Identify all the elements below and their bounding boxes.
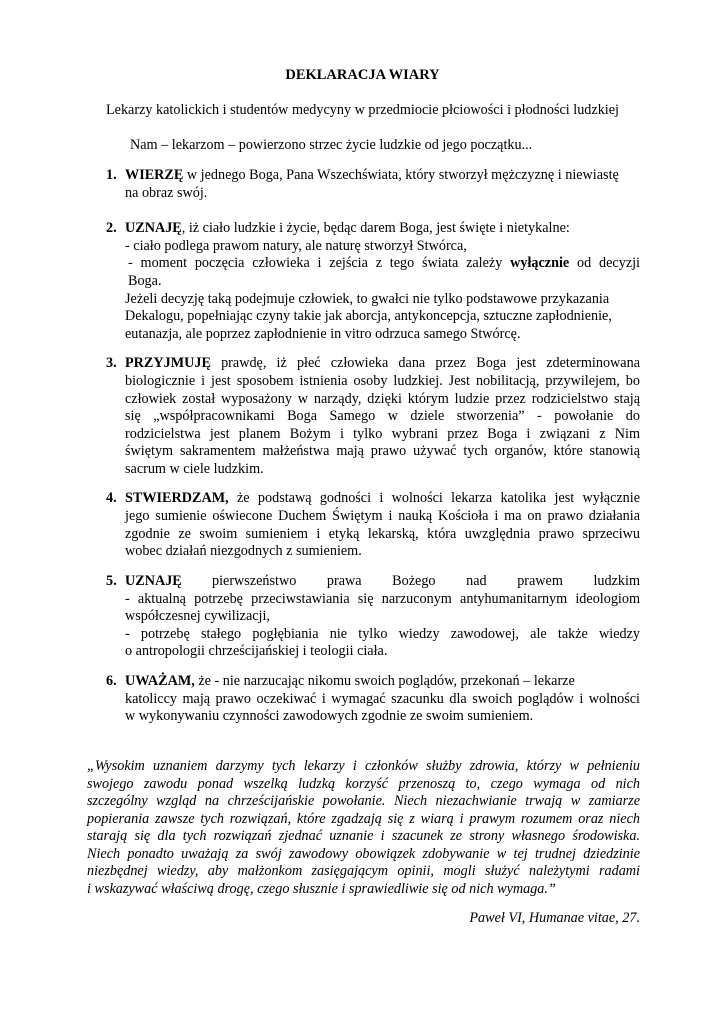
quote-line-7: niezbędnej wiedzy, aby małżonkom zasięgającym opinii, mogli służyć należytymi radami [87, 863, 640, 879]
point-3-number: 3. [106, 355, 117, 371]
point-6-keyword: UWAŻAM, [125, 673, 195, 689]
point-5-line-2: - aktualną potrzebę przeciwstawiania się narzuconym antyhumanitarnym ideologiom [125, 591, 640, 607]
point-4-number: 4. [106, 490, 117, 506]
point-2-line-1: UZNAJĘ, iż ciało ludzkie i życie, będąc darem Boga, jest święte i nietykalne: [125, 220, 570, 236]
point-5-line-3: współczesnej cywilizacji, [125, 608, 270, 624]
point-1-keyword: WIERZĘ [125, 167, 184, 183]
point-2-line-5: Jeżeli decyzję taką podejmuje człowiek, to gwałci nie tylko podstawowe przykazania [125, 291, 610, 307]
point-5-line-5: o antropologii chrześcijańskiej i teologii ciała. [125, 643, 388, 659]
point-2-line-6: Dekalogu, popełniając czyny takie jak aborcja, antykoncepcja, sztuczne zapłodnienie, [125, 308, 612, 324]
quote-line-5: starają się dla tych rozwiązań zjednać uznanie i szacunek ze strony własnego środowiska. [87, 828, 640, 844]
point-5-number: 5. [106, 573, 117, 589]
quote-line-8: i wskazywać właściwą drogę, czego słusznie i sprawiedliwie się od nich wymaga.” [87, 881, 556, 897]
point-1-line-1: WIERZĘ w jednego Boga, Pana Wszechświata, który stworzył mężczyznę i niewiastę [125, 167, 619, 183]
quote-line-2: swojego zawodu ponad wszelką ludzką korzyść przenoszą to, czego wymaga od nich [87, 776, 640, 792]
point-6-line-2: katoliccy mają prawo oczekiwać i wymagać szacunku dla swoich poglądów i wolności [125, 691, 640, 707]
quote-line-4: popierania zawsze tych rozwiązań, które zgadzają się z wiarą i prawym rozumem oraz niech [87, 811, 640, 827]
point-2-keyword: UZNAJĘ [125, 220, 182, 236]
point-1-number: 1. [106, 167, 117, 183]
intro-line: Nam – lekarzom – powierzono strzec życie ludzkie od jego początku... [130, 137, 533, 153]
point-3-line-7: sacrum w ciele ludzkim. [125, 461, 264, 477]
point-6-number: 6. [106, 673, 117, 689]
point-5-line-1: pierwszeństwo prawa Bożego nad prawem ludzkim [212, 573, 640, 589]
quote-line-6: Niech ponadto uważają za swój zawodowy obowiązek zdobywanie w tej trudnej dziedzinie [87, 846, 640, 862]
point-3-line-3: człowiek został wyposażony w narządy, dzięki którym ludzie przez rodzicielstwo stają [125, 391, 640, 407]
point-6-line-3: w wykonywaniu czynności zawodowych zgodnie ze swoim sumieniem. [125, 708, 534, 724]
quote-attribution: Paweł VI, Humanae vitae, 27. [469, 910, 640, 926]
point-2-line-2: - ciało podlega prawom natury, ale naturę stworzył Stwórca, [125, 238, 467, 254]
point-3-keyword: PRZYJMUJĘ [125, 355, 211, 371]
point-3-line-5: rodzicielstwa jest planem Bożym i tylko wybrani przez Boga i związani z Nim [125, 426, 640, 442]
point-4-line-3: zgodnie ze swoim sumieniem i etyką lekarską, która uwzględnia prawo sprzeciwu [125, 526, 640, 542]
point-3-line-2: biologicznie i jest sposobem istnienia osoby ludzkiej. Jest nobilitacją, przywilejem, bo [125, 373, 640, 389]
point-4-keyword: STWIERDZAM, [125, 490, 229, 506]
point-5-keyword: UZNAJĘ [125, 573, 182, 589]
quote-line-3: szczególny wzgląd na chrześcijańskie powołanie. Niech niezachwianie trwają w zamiarze [87, 793, 640, 809]
point-5-line-4: - potrzebę stałego pogłębiania nie tylko wiedzy zawodowej, ale także wiedzy [125, 626, 640, 642]
point-2-line-7: eutanazja, ale poprzez zapłodnienie in vitro odrzuca samego Stwórcę. [125, 326, 521, 342]
point-4-line-2: jego sumienie oświecone Duchem Świętym i nauką Kościoła i ma on prawo działania [125, 508, 640, 524]
point-1-line-2: na obraz swój. [125, 185, 208, 201]
document-subtitle: Lekarzy katolickich i studentów medycyny w przedmiocie płciowości i płodności ludzkiej [106, 102, 619, 118]
point-2-number: 2. [106, 220, 117, 236]
document-title: DEKLARACJA WIARY [285, 67, 440, 83]
point-4-line-4: wobec działań niezgodnych z sumieniem. [125, 543, 362, 559]
point-2-line-4: Boga. [128, 273, 162, 289]
point-2-line-3: - moment poczęcia człowieka i zejścia z tego świata zależy wyłącznie od decyzji [128, 255, 641, 271]
point-3-line-4: się „współpracownikami Boga Samego w dziele stworzenia” - powołanie do [125, 408, 640, 424]
point-3-line-6: świętym sakramentem małżeństwa mają prawo używać tych organów, które stanowią [125, 443, 640, 459]
point-3-line-1: PRZYJMUJĘ prawdę, iż płeć człowieka dana przez Boga jest zdeterminowana [125, 355, 640, 371]
quote-line-1: „Wysokim uznaniem darzymy tych lekarzy i członków służby zdrowia, którzy w pełnieniu [87, 758, 640, 774]
point-6-line-1: UWAŻAM, że - nie narzucając nikomu swoich poglądów, przekonań – lekarze [125, 673, 575, 689]
point-4-line-1: STWIERDZAM, że podstawą godności i wolności lekarza katolika jest wyłącznie [125, 490, 640, 506]
